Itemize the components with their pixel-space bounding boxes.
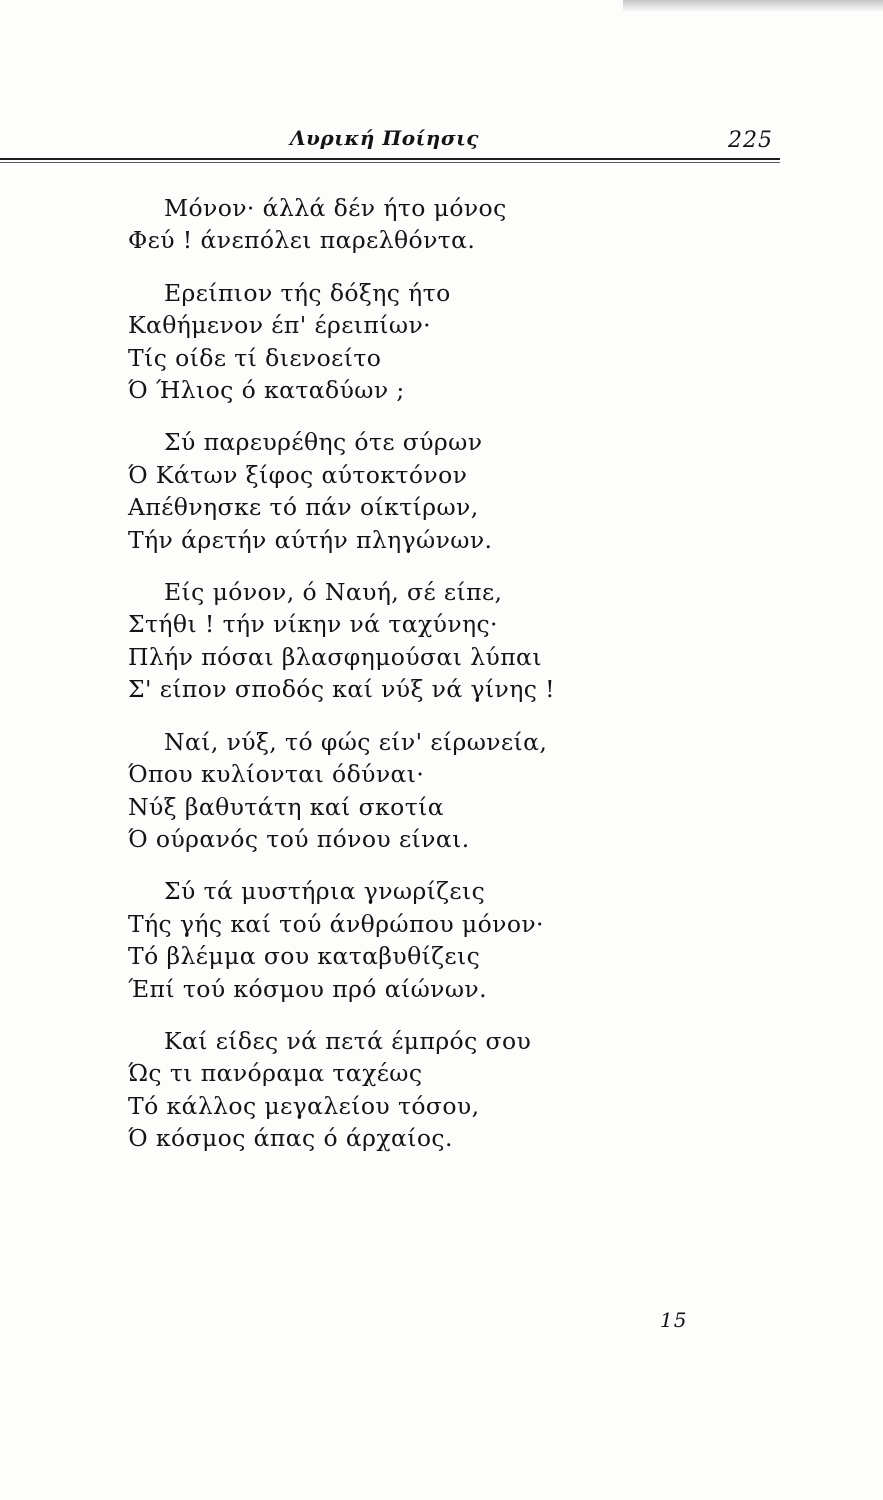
stanza — [128, 726, 728, 856]
poem-line: Ερείπιον τής δόξης ήτο — [164, 278, 451, 307]
signature-mark: 15 — [660, 1308, 688, 1332]
poem-line: Σύ τά μυστήρια γνωρίζεις — [164, 877, 486, 906]
poem-line: Στήθι ! τήν νίκην νά ταχύνης· — [128, 610, 498, 639]
poem-line: Νύξ βαθυτάτη καί σκοτία — [128, 792, 444, 821]
poem-line: Ναί, νύξ, τό φώς είν' είρωνεία, — [164, 727, 548, 756]
stanza — [128, 875, 728, 1005]
poem-line: Σ' είπον σποδός καί νύξ νά γίνης ! — [128, 675, 555, 704]
poem-line: Απέθνησκε τό πάν οίκτίρων, — [128, 493, 479, 522]
header-rule — [0, 158, 780, 160]
poem-line: Τήν άρετήν αύτήν πληγώνων. — [128, 525, 493, 554]
poem-line: Ό Ήλιος ό καταδύων ; — [128, 376, 405, 405]
stanza — [128, 426, 728, 556]
poem-line: Φεύ ! άνεπόλει παρελθόντα. — [128, 226, 476, 255]
page-number: 225 — [728, 128, 773, 153]
poem-line: Όπου κυλίονται όδύναι· — [128, 760, 425, 789]
poem-line: Είς μόνον, ό Ναυή, σέ είπε, — [164, 578, 503, 607]
stanza — [128, 576, 728, 706]
poem-line: Ό κόσμος άπας ό άρχαίος. — [128, 1124, 453, 1153]
running-title: Λυρική Ποίησις — [290, 126, 479, 150]
poem-body — [128, 192, 728, 1175]
poem-line: Τίς οίδε τί διενοείτο — [128, 343, 382, 372]
stanza — [128, 1025, 728, 1155]
poem-line: Σύ παρευρέθης ότε σύρων — [164, 428, 483, 457]
poem-line: Ό ούρανός τού πόνου είναι. — [128, 824, 470, 853]
stanza — [128, 192, 728, 257]
poem-line: Τής γής καί τού άνθρώπου μόνον· — [128, 909, 544, 938]
stanza — [128, 277, 728, 407]
poem-line: Ό Κάτων ξίφος αύτοκτόνον — [128, 460, 468, 489]
poem-line: Έπί τού κόσμου πρό αίώνων. — [128, 974, 487, 1003]
header-rule-thin — [0, 162, 780, 163]
poem-line: Μόνον· άλλά δέν ήτο μόνος — [164, 194, 507, 222]
poem-line: Ώς τι πανόραμα ταχέως — [128, 1059, 423, 1088]
poem-line: Καθήμενον έπ' έρειπίων· — [128, 311, 431, 340]
poem-line: Τό βλέμμα σου καταβυθίζεις — [128, 942, 481, 971]
poem-line: Καί είδες νά πετά έμπρός σου — [164, 1026, 532, 1055]
page-edge-shadow — [623, 0, 883, 12]
poem-line: Τό κάλλος μεγαλείου τόσου, — [128, 1091, 480, 1120]
poem-line: Πλήν πόσαι βλασφημούσαι λύπαι — [128, 642, 542, 671]
running-head — [0, 122, 883, 162]
